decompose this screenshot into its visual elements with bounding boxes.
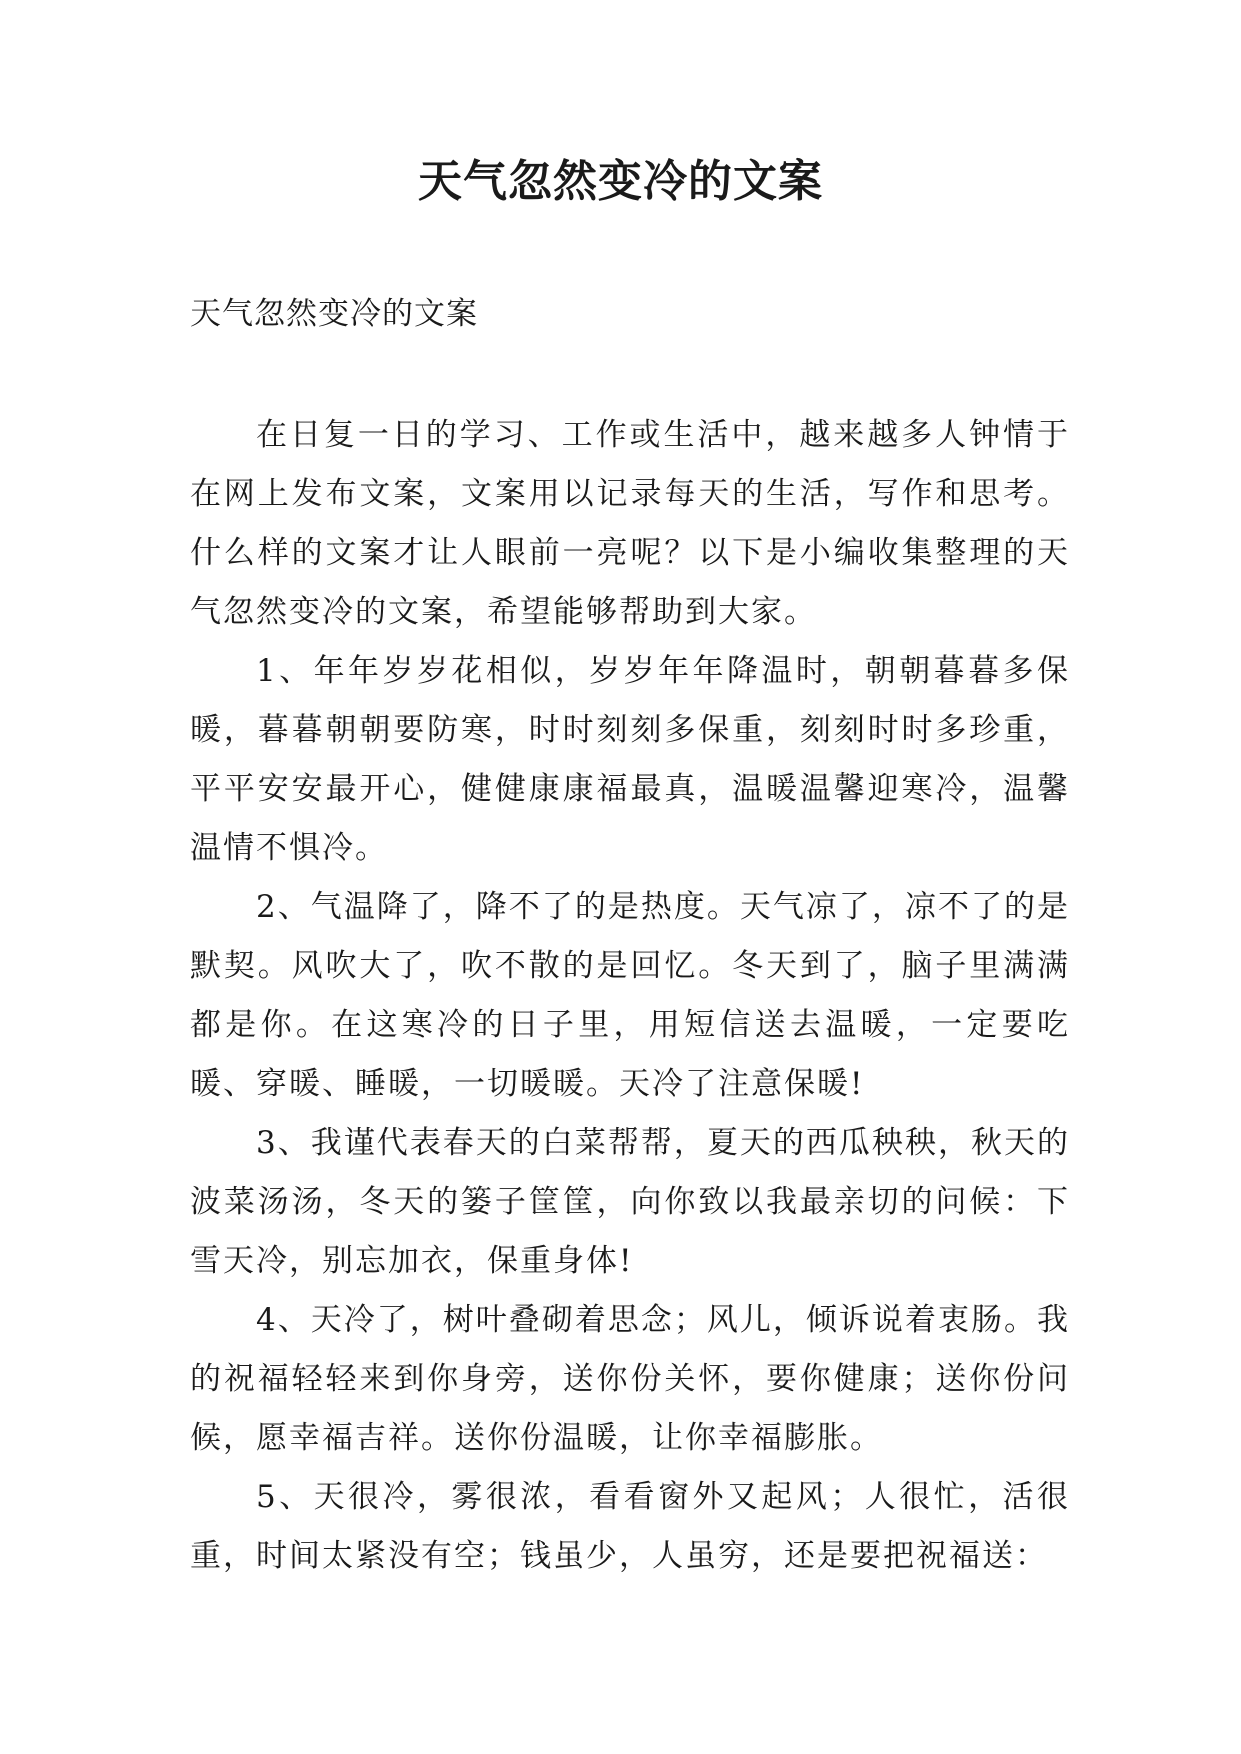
paragraph-5: 5、天很冷，雾很浓，看看窗外又起风；人很忙，活很重，时间太紧没有空；钱虽少，人虽穷，还是要把祝福送： [190,1479,1070,1574]
document-body [190,406,1070,1586]
document-title: 天气忽然变冷的文案 [418,156,823,207]
paragraph-3: 3、我谨代表春天的白菜帮帮，夏天的西瓜秧秧，秋天的波菜汤汤，冬天的篓子筐筐，向你致以我最亲切的问候：下雪天冷，别忘加衣，保重身体! [190,1125,1070,1279]
paragraph-2: 2、气温降了，降不了的是热度。天气凉了，凉不了的是默契。风吹大了，吹不散的是回忆。冬天到了，脑子里满满都是你。在这寒冷的日子里，用短信送去温暖，一定要吃暖、穿暖、睡暖，一切暖暖。天冷了注意保暖! [190,889,1070,1102]
paragraph-1: 1、年年岁岁花相似，岁岁年年降温时，朝朝暮暮多保暖，暮暮朝朝要防寒，时时刻刻多保重，刻刻时时多珍重，平平安安最开心，健健康康福最真，温暖温馨迎寒冷，温馨温情不惧冷。 [190,653,1070,866]
document-subtitle: 天气忽然变冷的文案 [190,296,478,332]
paragraph-intro: 在日复一日的学习、工作或生活中，越来越多人钟情于在网上发布文案，文案用以记录每天的生活，写作和思考。什么样的文案才让人眼前一亮呢？以下是小编收集整理的天气忽然变冷的文案，希望能够帮助到大家。 [190,417,1070,630]
paragraph-4: 4、天冷了，树叶叠砌着思念；风儿，倾诉说着衷肠。我的祝福轻轻来到你身旁，送你份关怀，要你健康；送你份问候，愿幸福吉祥。送你份温暖，让你幸福膨胀。 [190,1302,1070,1456]
